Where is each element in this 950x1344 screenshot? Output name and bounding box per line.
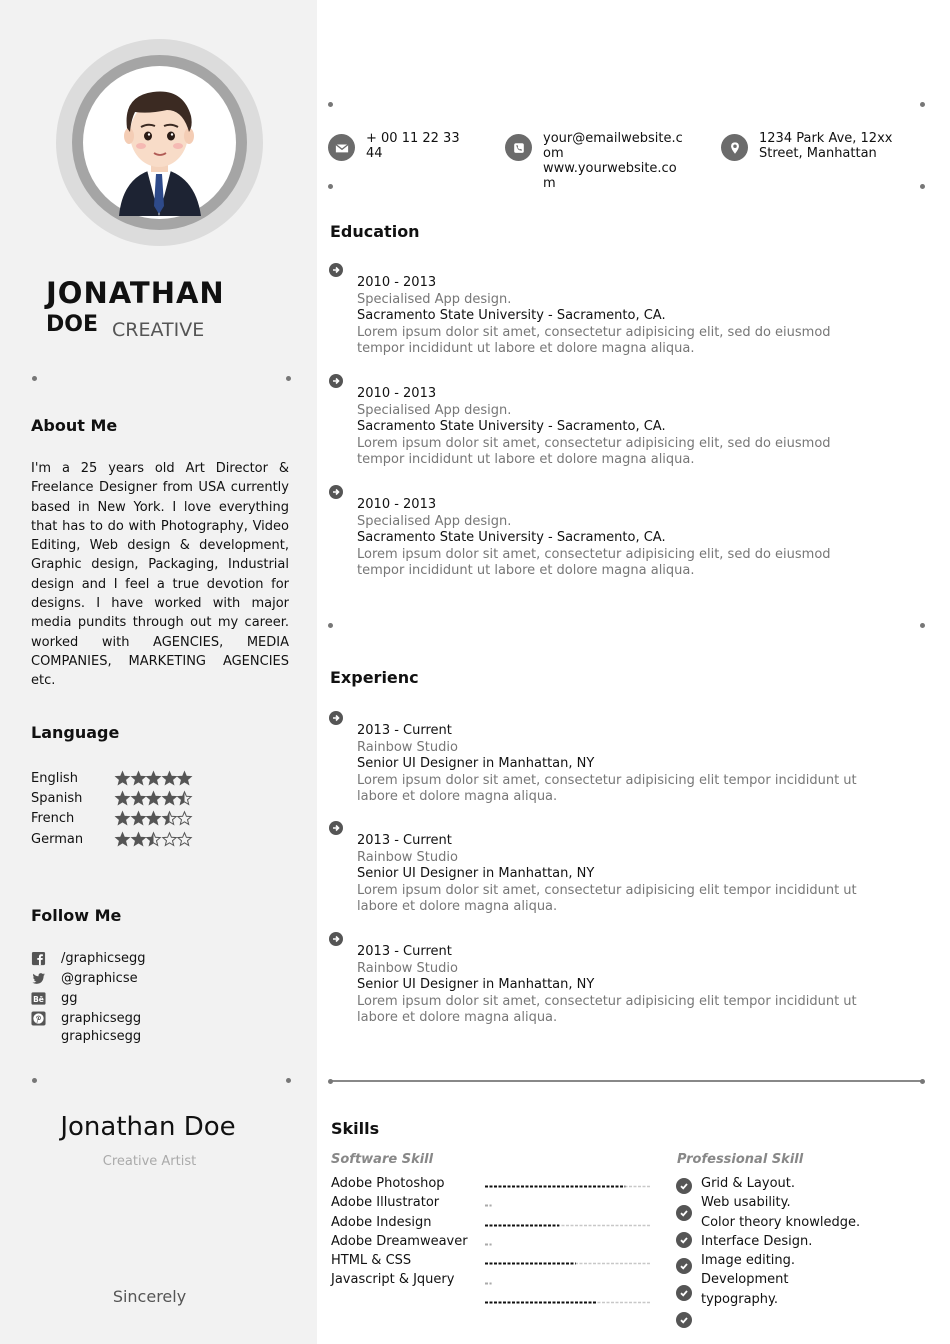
- experience-title: Senior UI Designer in Manhattan, NY: [357, 756, 595, 771]
- divider: [328, 184, 925, 190]
- divider-solid: [330, 1080, 923, 1082]
- follow-item-behance[interactable]: [31, 988, 145, 1008]
- experience-description: Lorem ipsum dolor sit amet, consectetur adipisicing elit tempor incididunt ut labore et dolore magna aliqua.: [357, 993, 857, 1025]
- language-row: [31, 829, 193, 849]
- star-icon: [131, 811, 146, 826]
- experience-heading: Experienc: [330, 668, 419, 687]
- language-list: [31, 768, 193, 849]
- star-icon: [177, 832, 192, 847]
- follow-handle: gg: [61, 990, 78, 1006]
- arrow-right-circle-icon: [329, 485, 343, 499]
- software-skill-name: Javascript & Jquery: [331, 1272, 455, 1288]
- follow-handle: @graphicse: [61, 970, 138, 986]
- skill-bar: [485, 1282, 650, 1285]
- check-circle-icon: [676, 1178, 692, 1194]
- contact-address: [721, 131, 921, 161]
- about-heading: About Me: [31, 416, 118, 435]
- divider: [328, 623, 925, 629]
- star-rating: [115, 811, 193, 826]
- education-school: Sacramento State University - Sacramento, CA.: [357, 530, 666, 545]
- last-name: DOE: [46, 312, 98, 337]
- arrow-right-circle-icon: [329, 821, 343, 835]
- check-circle-icon: [676, 1285, 692, 1301]
- professional-skill: Color theory knowledge.: [701, 1214, 861, 1230]
- svg-text:Bē: Bē: [33, 994, 44, 1004]
- skill-bar: [485, 1301, 650, 1304]
- phone-icon: [505, 134, 532, 161]
- star-icon: [162, 771, 177, 786]
- experience-title: Senior UI Designer in Manhattan, NY: [357, 977, 595, 992]
- follow-item-pinterest[interactable]: [31, 1009, 145, 1029]
- star-icon: [177, 771, 192, 786]
- skill-bar: [485, 1224, 650, 1227]
- language-row: [31, 788, 193, 808]
- experience-company: Rainbow Studio: [357, 739, 458, 755]
- education-subject: Specialised App design.: [357, 513, 512, 529]
- experience-years: 2013 - Current: [357, 944, 452, 959]
- experience-description: Lorem ipsum dolor sit amet, consectetur adipisicing elit tempor incididunt ut labore et dolore magna aliqua.: [357, 882, 857, 914]
- website-text[interactable]: www.yourwebsite.com: [543, 161, 677, 191]
- star-icon: [131, 771, 146, 786]
- contact-email: [505, 131, 695, 191]
- professional-skill: typography.: [701, 1291, 779, 1307]
- check-circle-icon: [676, 1232, 692, 1248]
- star-rating: [115, 771, 193, 786]
- software-skill-name: HTML & CSS: [331, 1253, 412, 1269]
- skill-bar: [485, 1204, 650, 1207]
- professional-skill: Web usability.: [701, 1195, 791, 1211]
- skills-heading: Skills: [331, 1119, 380, 1138]
- experience-company: Rainbow Studio: [357, 960, 458, 976]
- software-skill-list: [331, 1176, 468, 1311]
- arrow-right-circle-icon: [329, 374, 343, 388]
- pinterest-icon: [31, 1011, 61, 1026]
- star-icon: [131, 791, 146, 806]
- email-text[interactable]: your@emailwebsite.com: [543, 131, 683, 161]
- envelope-icon: [328, 134, 355, 161]
- follow-item-extra[interactable]: [31, 1029, 145, 1044]
- education-school: Sacramento State University - Sacramento, CA.: [357, 419, 666, 434]
- star-icon: [131, 832, 146, 847]
- star-icon: [162, 832, 177, 847]
- signature-name: Jonathan Doe: [60, 1112, 236, 1142]
- education-school: Sacramento State University - Sacramento, CA.: [357, 308, 666, 323]
- professional-skill: Image editing.: [701, 1253, 796, 1269]
- check-circle-icon: [676, 1312, 692, 1328]
- check-circle-icon: [676, 1258, 692, 1274]
- software-skill-name: Adobe Indesign: [331, 1214, 432, 1230]
- language-heading: Language: [31, 723, 120, 742]
- email-website-text: [543, 131, 689, 191]
- star-icon: [162, 791, 177, 806]
- behance-icon: [31, 991, 61, 1006]
- follow-item-facebook[interactable]: [31, 948, 145, 968]
- facebook-icon: [31, 951, 61, 966]
- arrow-right-circle-icon: [329, 711, 343, 725]
- star-rating: [115, 832, 193, 847]
- follow-handle: /graphicsegg: [61, 950, 146, 966]
- education-description: Lorem ipsum dolor sit amet, consectetur adipisicing elit, sed do eiusmod tempor incididunt ut labore et dolore magna aliqua.: [357, 435, 831, 467]
- follow-handle: graphicsegg: [61, 1028, 142, 1044]
- language-name: English: [31, 770, 78, 786]
- divider: [32, 1078, 291, 1084]
- divider: [32, 376, 291, 382]
- arrow-right-circle-icon: [329, 932, 343, 946]
- education-description: Lorem ipsum dolor sit amet, consectetur adipisicing elit, sed do eiusmod tempor incididunt ut labore et dolore magna aliqua.: [357, 546, 831, 578]
- education-subject: Specialised App design.: [357, 402, 512, 418]
- star-icon: [115, 791, 130, 806]
- education-description: Lorem ipsum dolor sit amet, consectetur adipisicing elit, sed do eiusmod tempor incididunt ut labore et dolore magna aliqua.: [357, 324, 831, 356]
- arrow-right-circle-icon: [329, 263, 343, 277]
- signature-role: Creative Artist: [102, 1154, 197, 1169]
- about-text: I'm a 25 years old Art Director & Freelance Designer from USA currently based in New York. I love everything that has to do with Photography, Video Editing, Web design & development, Graphic design, Packaging, Industrial design and I feel a true devotion for designs. I have worked with major media pundits through out my career. worked with AGENCIES, MEDIA COMPANIES, MARKETING AGENCIES etc.: [31, 461, 289, 689]
- star-icon: [162, 811, 177, 826]
- contact-phone: [328, 131, 468, 161]
- education-years: 2010 - 2013: [357, 386, 437, 401]
- star-icon: [177, 811, 192, 826]
- first-name: JONATHAN: [46, 276, 225, 310]
- follow-item-twitter[interactable]: [31, 968, 145, 988]
- address-text: 1234 Park Ave, 12xx Street, Manhattan: [759, 131, 893, 161]
- software-skill-heading: Software Skill: [331, 1152, 434, 1167]
- experience-company: Rainbow Studio: [357, 849, 458, 865]
- language-name: German: [31, 831, 84, 847]
- profile-role: CREATIVE: [112, 319, 208, 341]
- star-icon: [177, 791, 192, 806]
- follow-heading: Follow Me: [31, 906, 122, 925]
- professional-skill: Development: [701, 1272, 789, 1288]
- experience-years: 2013 - Current: [357, 723, 452, 738]
- phone-text: + 00 11 22 33 44: [366, 131, 460, 161]
- star-icon: [115, 771, 130, 786]
- follow-list: [31, 948, 145, 1044]
- closing-text: Sincerely: [112, 1287, 187, 1306]
- software-skill-name: Adobe Illustrator: [331, 1195, 440, 1211]
- star-rating: [115, 791, 193, 806]
- skill-bar: [485, 1185, 650, 1188]
- star-icon: [146, 811, 161, 826]
- follow-handle: graphicsegg: [61, 1011, 142, 1027]
- skill-bar: [485, 1243, 650, 1246]
- divider: [328, 102, 925, 108]
- language-row: [31, 809, 193, 829]
- star-icon: [146, 771, 161, 786]
- experience-years: 2013 - Current: [357, 833, 452, 848]
- star-icon: [115, 811, 130, 826]
- software-skill-name: Adobe Dreamweaver: [331, 1233, 468, 1249]
- skill-bar: [485, 1262, 650, 1265]
- language-row: [31, 768, 193, 788]
- professional-skill: Grid & Layout.: [701, 1176, 796, 1191]
- twitter-icon: [31, 971, 61, 986]
- star-icon: [115, 832, 130, 847]
- education-heading: Education: [330, 222, 420, 241]
- software-skill-name: Adobe Photoshop: [331, 1176, 445, 1191]
- avatar: [83, 66, 236, 219]
- experience-description: Lorem ipsum dolor sit amet, consectetur adipisicing elit tempor incididunt ut labore et dolore magna aliqua.: [357, 772, 857, 804]
- language-name: Spanish: [31, 790, 83, 806]
- software-skill-name: [331, 1292, 468, 1311]
- check-circle-icon: [676, 1205, 692, 1221]
- professional-skill-heading: Professional Skill: [677, 1152, 804, 1167]
- professional-skill-list: [701, 1176, 860, 1311]
- location-pin-icon: [721, 134, 748, 161]
- experience-title: Senior UI Designer in Manhattan, NY: [357, 866, 595, 881]
- star-icon: [146, 832, 161, 847]
- professional-skill: Interface Design.: [701, 1233, 813, 1249]
- star-icon: [146, 791, 161, 806]
- education-years: 2010 - 2013: [357, 497, 437, 512]
- education-years: 2010 - 2013: [357, 275, 437, 290]
- language-name: French: [31, 811, 75, 827]
- education-subject: Specialised App design.: [357, 291, 512, 307]
